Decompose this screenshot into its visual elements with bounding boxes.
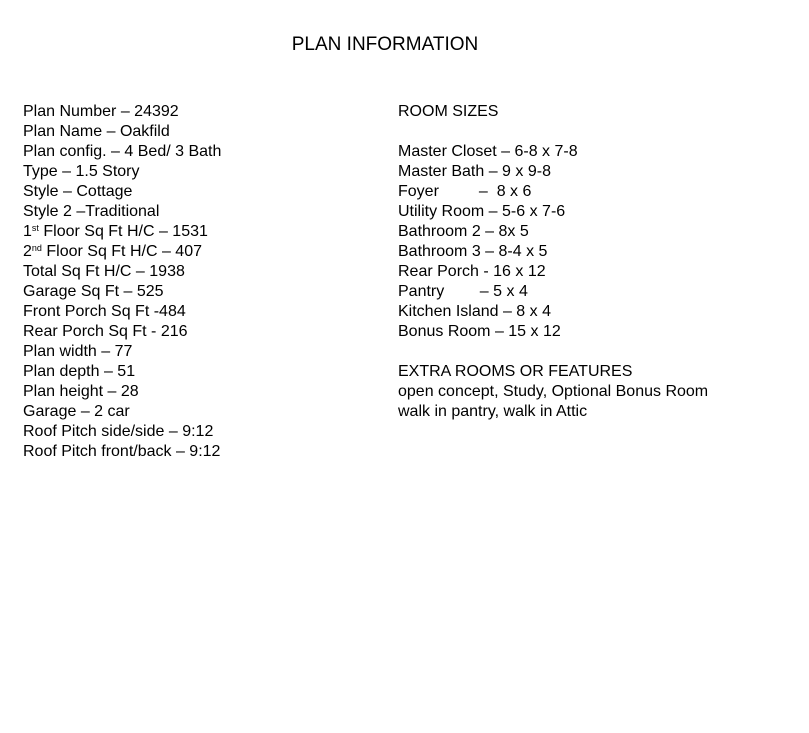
room-size-item: Foyer – 8 x 6 <box>398 183 532 200</box>
room-size-item: Utility Room – 5-6 x 7-6 <box>398 203 566 220</box>
spec-line: Garage – 2 car <box>23 403 130 420</box>
room-size-item: Bathroom 2 – 8x 5 <box>398 223 529 240</box>
room-size-item: Pantry – 5 x 4 <box>398 283 528 300</box>
spec-line: Front Porch Sq Ft -484 <box>23 303 186 320</box>
spec-line: Style – Cottage <box>23 183 133 200</box>
room-size-item: Master Closet – 6-8 x 7-8 <box>398 143 578 160</box>
spec-line: Plan Name – Oakfild <box>23 123 170 140</box>
spacer <box>398 122 798 142</box>
room-size-item: Kitchen Island – 8 x 4 <box>398 303 551 320</box>
spec-line: Style 2 –Traditional <box>23 203 160 220</box>
spec-line: Plan config. – 4 Bed/ 3 Bath <box>23 143 222 160</box>
extra-features-line: open concept, Study, Optional Bonus Room <box>398 383 709 400</box>
spacer <box>398 342 798 362</box>
spec-line: Garage Sq Ft – 525 <box>23 283 164 300</box>
ordinal-suffix: nd <box>31 243 42 253</box>
room-sizes-column <box>398 102 798 422</box>
ordinal-number: 2 <box>23 243 32 260</box>
spec-line: Type – 1.5 Story <box>23 163 140 180</box>
spec-line: Plan height – 28 <box>23 383 139 400</box>
room-size-item: Bathroom 3 – 8-4 x 5 <box>398 243 548 260</box>
spec-line: Total Sq Ft H/C – 1938 <box>23 263 185 280</box>
extra-features-heading: EXTRA ROOMS OR FEATURES <box>398 363 633 380</box>
spec-line: Plan width – 77 <box>23 343 133 360</box>
room-sizes-heading: ROOM SIZES <box>398 103 499 120</box>
ordinal-suffix: st <box>31 223 39 233</box>
spec-text: Floor Sq Ft H/C – 407 <box>41 243 202 260</box>
ordinal-number: 1 <box>23 223 32 240</box>
spec-line: Plan Number – 24392 <box>23 103 179 120</box>
spec-line: Roof Pitch side/side – 9:12 <box>23 423 214 440</box>
room-size-item: Master Bath – 9 x 9-8 <box>398 163 551 180</box>
extra-features-line: walk in pantry, walk in Attic <box>398 403 588 420</box>
page-title: PLAN INFORMATION <box>291 34 479 55</box>
spec-line-second-floor <box>23 242 383 262</box>
room-size-item: Rear Porch - 16 x 12 <box>398 263 546 280</box>
plan-specs-column <box>23 102 383 462</box>
spec-line-first-floor <box>23 222 383 242</box>
spec-line: Plan depth – 51 <box>23 363 136 380</box>
spec-line: Roof Pitch front/back – 9:12 <box>23 443 221 460</box>
spec-text: Floor Sq Ft H/C – 1531 <box>38 223 208 240</box>
spec-line: Rear Porch Sq Ft - 216 <box>23 323 188 340</box>
room-size-item: Bonus Room – 15 x 12 <box>398 323 561 340</box>
